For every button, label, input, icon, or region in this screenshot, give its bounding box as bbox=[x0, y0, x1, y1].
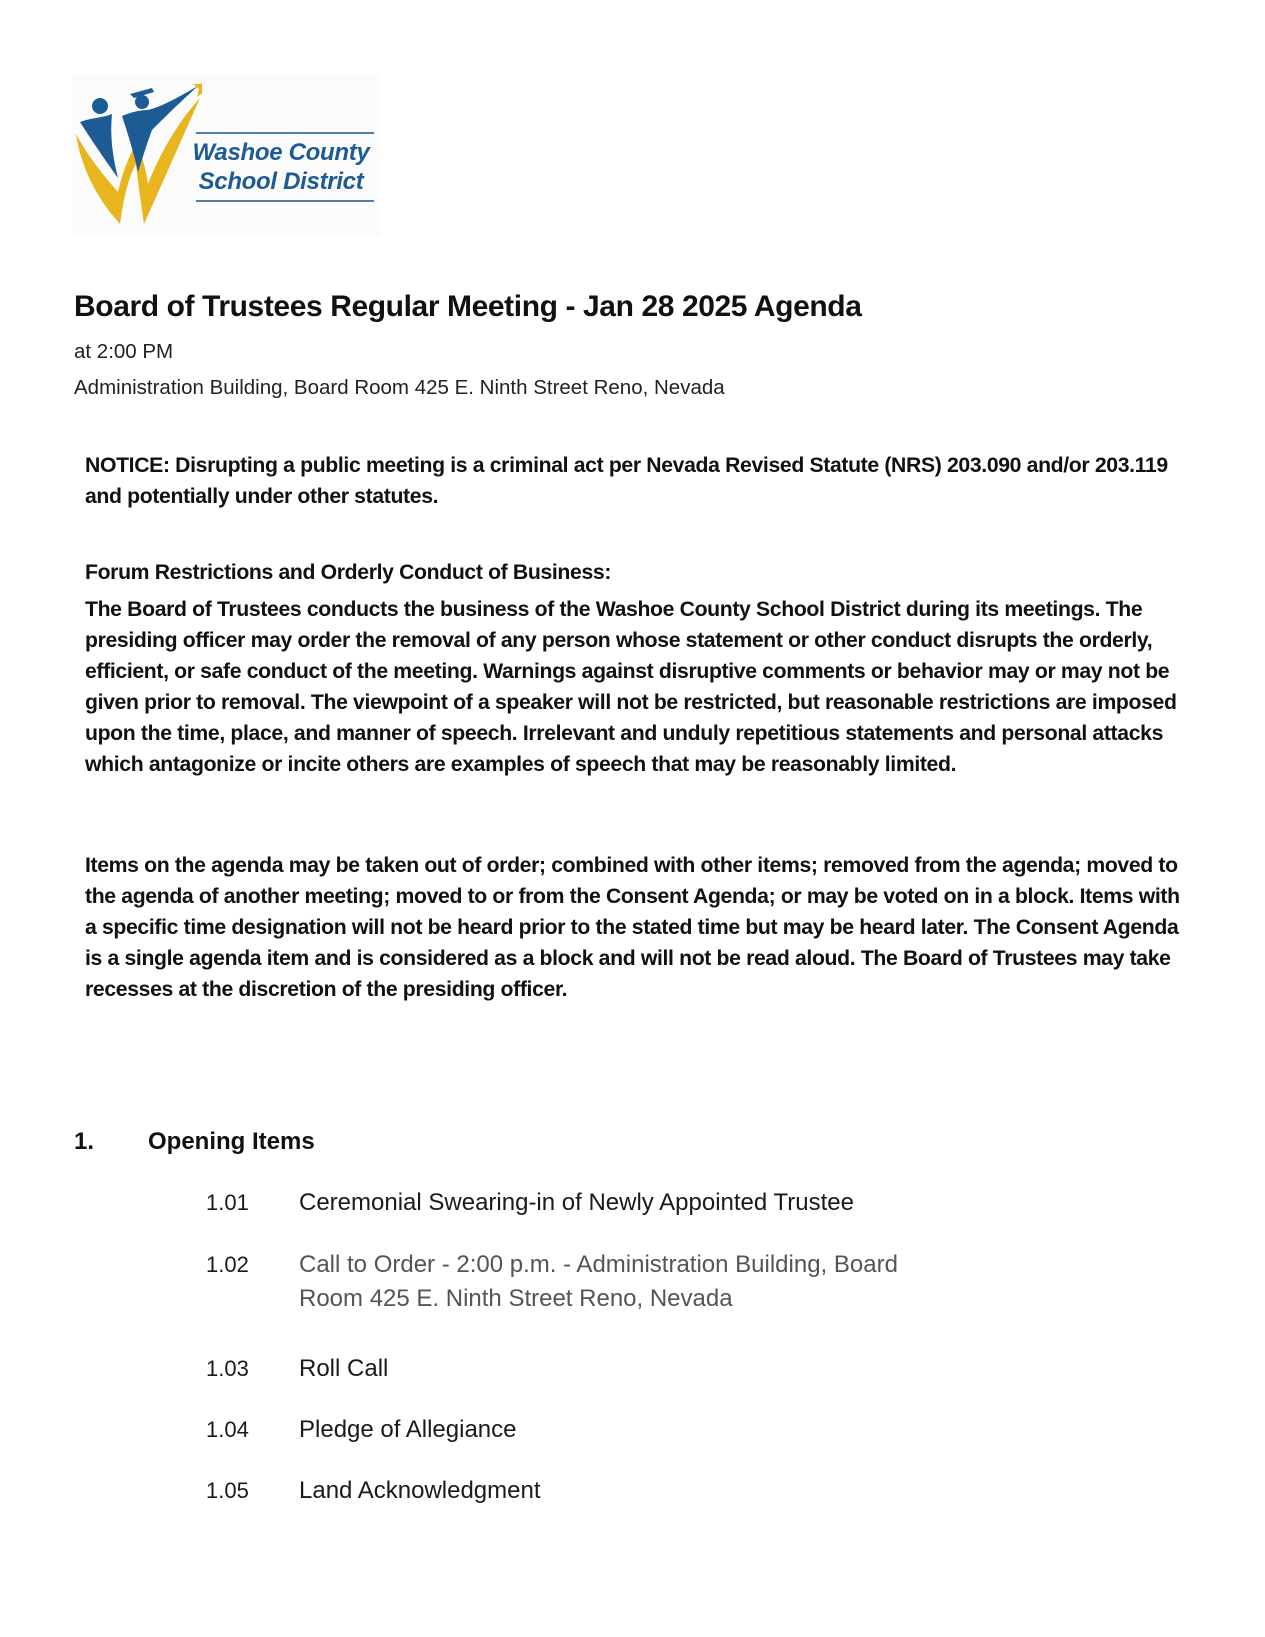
section-number: 1. bbox=[74, 1128, 95, 1155]
item-title: Land Acknowledgment bbox=[299, 1477, 541, 1504]
item-number: 1.02 bbox=[206, 1252, 249, 1277]
agenda-order-notice: Items on the agenda may be taken out of order; combined with other items; removed from the agenda; moved to the agenda of another meeting; moved to or from the Consent Agenda; or may be voted on in a block. Items with a specific time designation will not be heard prior to the stated time but may be heard later. The Consent Agenda is a single agenda item and is considered as a block and will not be read aloud. The Board of Trustees may take recesses at the discretion of the presiding officer. bbox=[85, 854, 1180, 1001]
section-opening-items bbox=[74, 1128, 315, 1156]
logo-wordmark bbox=[190, 138, 372, 196]
forum-body: The Board of Trustees conducts the business of the Washoe County School District during its meetings. The presiding officer may order the removal of any person whose statement or other conduct disrupts the orderly, efficient, or safe conduct of the meeting. Warnings against disruptive comments or behavior may or may not be given prior to removal. The viewpoint of a speaker will not be restricted, but reasonable restrictions are imposed upon the time, place, and manner of speech. Irrelevant and unduly repetitious statements and personal attacks which antagonize or incite others are examples of speech that may be reasonably limited. bbox=[85, 598, 1177, 776]
item-number: 1.05 bbox=[206, 1478, 249, 1503]
logo-rule-top bbox=[196, 132, 374, 134]
item-number: 1.04 bbox=[206, 1417, 249, 1442]
meeting-time: at 2:00 PM bbox=[74, 340, 174, 363]
logo-line-2: School District bbox=[198, 168, 364, 195]
disruption-notice: NOTICE: Disrupting a public meeting is a criminal act per Nevada Revised Statute (NRS) 203.090 and/or 203.119 and potentially under other statutes. bbox=[85, 454, 1168, 508]
item-title: Pledge of Allegiance bbox=[299, 1416, 517, 1443]
item-title: Call to Order - 2:00 p.m. - Administration Building, Board Room 425 E. Ninth Street Reno, Nevada bbox=[299, 1251, 898, 1312]
logo-line-1: Washoe County bbox=[192, 139, 370, 166]
page-title: Board of Trustees Regular Meeting - Jan 28 2025 Agenda bbox=[74, 290, 862, 323]
wcsd-emblem-icon bbox=[72, 74, 202, 236]
item-title: Ceremonial Swearing-in of Newly Appointed Trustee bbox=[299, 1189, 854, 1216]
forum-heading: Forum Restrictions and Orderly Conduct of Business: bbox=[85, 561, 612, 584]
meeting-location: Administration Building, Board Room 425 E. Ninth Street Reno, Nevada bbox=[74, 376, 725, 399]
section-title: Opening Items bbox=[148, 1128, 315, 1155]
item-title: Roll Call bbox=[299, 1355, 389, 1382]
logo-rule-bottom bbox=[196, 200, 374, 202]
item-number: 1.03 bbox=[206, 1356, 249, 1381]
district-logo bbox=[72, 74, 380, 236]
item-number: 1.01 bbox=[206, 1190, 249, 1215]
